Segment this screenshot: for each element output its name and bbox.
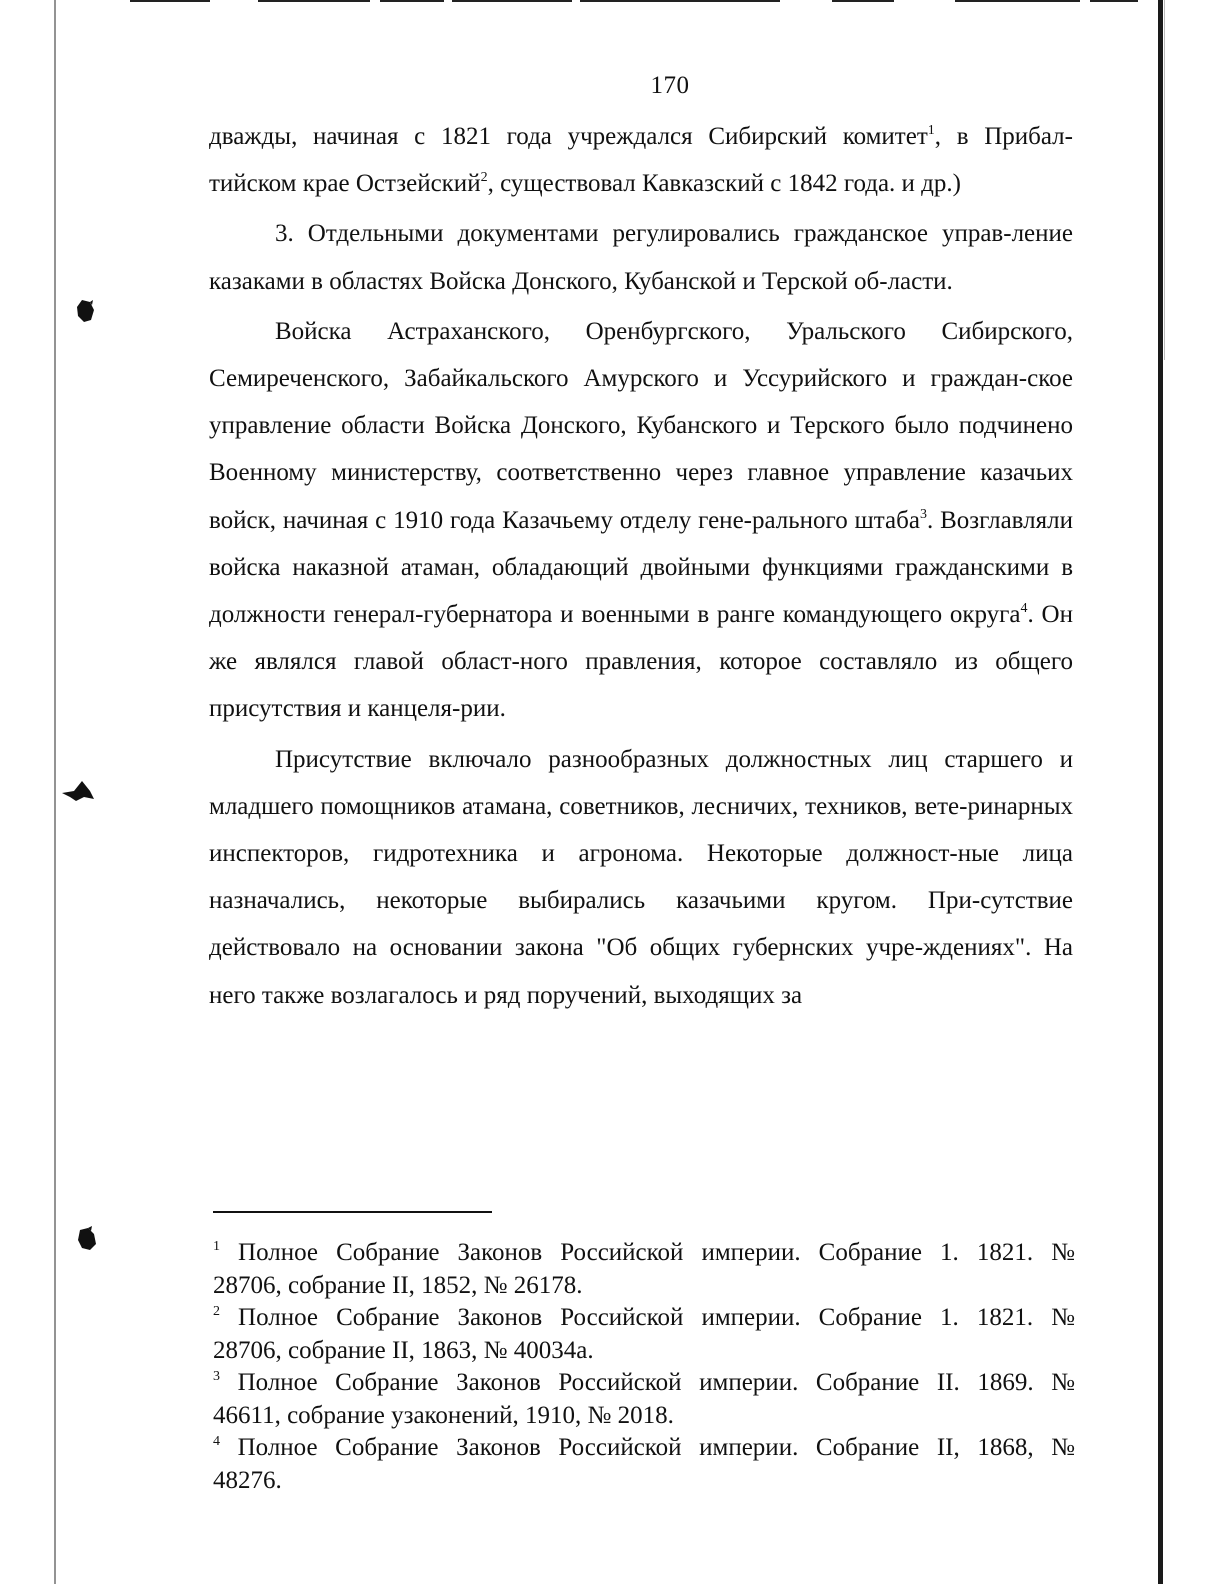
footnote: [213, 1237, 1075, 1302]
footnote-text: 48276.: [213, 1466, 282, 1494]
footnote-mark: 2: [213, 1304, 220, 1319]
footnote-mark: 1: [213, 1239, 220, 1254]
footnote-separator: [213, 1211, 492, 1213]
footnote-mark: 4: [213, 1434, 220, 1449]
footnote-reference: 2: [480, 170, 488, 186]
paragraph-text: дважды, начиная с 1821 года учреждался Сибирский комитет: [209, 123, 928, 150]
footnote-reference: 3: [919, 506, 927, 522]
paragraph-text: , существовал Кавказский с 1842 года. и др.): [487, 170, 961, 198]
body-text: [209, 113, 1073, 1019]
footnote-text: Полное Собрание Законов Российской империи. Собрание 1. 1821. №: [238, 1304, 1075, 1331]
scan-right-edge: [1158, 0, 1163, 1584]
page-number: 170: [650, 72, 690, 99]
paragraph-text: Войска Астраханского, Оренбургского, Уральского Сибирского, Семиреченского, Забайкальского Амурского и Уссурийского и граждан-ское управление области Войска Донского, Кубанского и Терского было подчинено Военному министерству, соответственно через главное управление казачьих войск, начиная с 1910 года Казачьему отделу гене-рального штаба: [209, 317, 1073, 534]
paragraph-text: . Он же являлся главой област-ного правления, которое составляло из общего присутствия и канцеля-рии.: [209, 601, 1073, 723]
footnote: [213, 1367, 1075, 1432]
scan-top-rule: [955, 0, 1080, 2]
scan-top-rule: [832, 0, 894, 2]
scan-top-rule: [258, 0, 370, 2]
scan-top-rule: [580, 0, 780, 2]
footnote: [213, 1432, 1075, 1497]
scan-top-rule: [452, 0, 572, 2]
footnote-text: Полное Собрание Законов Российской империи. Собрание II, 1868, №: [237, 1434, 1076, 1461]
footnote-text: Полное Собрание Законов Российской империи. Собрание 1. 1821. №: [238, 1239, 1075, 1266]
punch-hole-mark-icon: [76, 1226, 98, 1252]
punch-hole-mark-icon: [60, 777, 96, 803]
footnote: [213, 1302, 1075, 1367]
footnote-mark: 3: [213, 1369, 220, 1384]
paragraph: Присутствие включало разнообразных должностных лиц старшего и младшего помощников атамана, советников, лесничих, техников, вете-ринарных инспекторов, гидротехника и агронома. Некоторые должност-ные лица назначались, некоторые выбирались казачьими кругом. При-сутствие действовало на основании закона "Об общих губернских учре-ждениях". На него также возлагалось и ряд поручений, выходящих за: [209, 745, 1073, 1009]
paragraph: [209, 113, 1073, 207]
footnote-reference: 4: [1020, 601, 1028, 617]
paragraph: [209, 308, 1073, 733]
scan-top-rule: [380, 0, 444, 2]
footnote-text: 28706, собрание II, 1852, № 26178.: [213, 1271, 583, 1299]
scan-top-rule: [1090, 0, 1138, 2]
footnote-reference: 1: [927, 123, 935, 138]
punch-hole-mark-icon: [74, 298, 96, 324]
scan-top-rule: [130, 0, 210, 2]
footnotes: [213, 1237, 1075, 1497]
footnote-text: Полное Собрание Законов Российской империи. Собрание II. 1869. №: [237, 1369, 1076, 1396]
paragraph: 3. Отдельными документами регулировались гражданское управ-ление казаками в областях Войска Донского, Кубанской и Терской об-ласти.: [209, 220, 1073, 295]
paragraph-text: . Возглавляли войска наказной атаман, обладающий двойными функциями гражданскими в должности генерал-губернатора и военными в ранге командующего округа: [209, 506, 1073, 629]
scan-right-edge-shadow: [1164, 0, 1165, 360]
footnote-text: 28706, собрание II, 1863, № 40034а.: [213, 1336, 594, 1364]
footnote-text: 46611, собрание узаконений, 1910, № 2018.: [213, 1401, 674, 1429]
paragraph-text: , в Прибал-тийском крае Остзейский: [209, 123, 1073, 198]
scan-left-edge: [54, 0, 56, 1584]
